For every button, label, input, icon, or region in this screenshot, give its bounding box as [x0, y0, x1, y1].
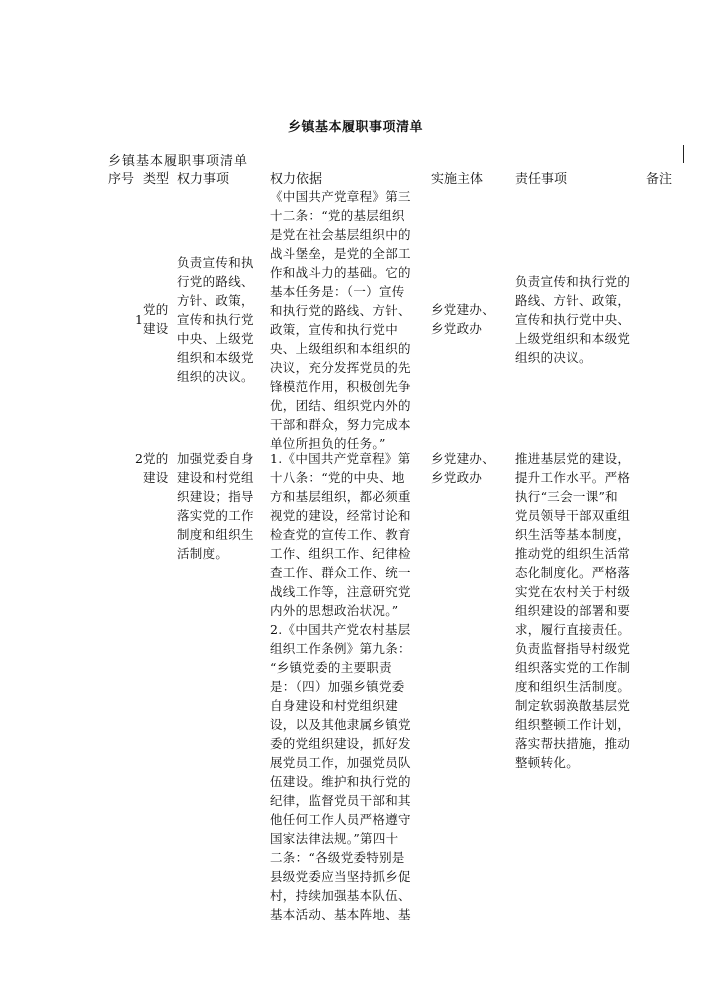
text-cursor — [683, 145, 684, 163]
header-duty: 责任事项 — [515, 172, 568, 187]
row-2-basis: 1.《中国共产党章程》第 十八条：“党的中央、地 方和基层组织，都必须重 视党的建设，经常讨论和 检查党的宣传工作、教育 工作、组织工作、纪律检 查工作、群众工作、统一 战线工作等，注意研究党 内外的思想政治状况。” 2.《中国共产党农村基层 组织工作条例》第九条： “乡镇党委的主要职责 是：（四）加强乡镇党委 自身建设和村党组织建 设，以及其他隶属乡镇党 委的党组织建设，抓好发 展党员工作，加强党员队 伍建设。维护和执行党的 纪律，监督党员干部和其 他任何工作人员严格遵守 国家法律法规。”第四十 二条：“各级党委特别是 县级党委应当坚持抓乡促 村，持续加强基本队伍、 基本活动、基本阵地、基 — [270, 451, 411, 922]
header-type: 类型 — [143, 172, 170, 187]
row-2-duty: 推进基层党的建设， 提升工作水平。严格 执行“三会一课”和 党员领导干部双重组 织生活等基本制度， 推动党的组织生活常 态化制度化。严格落 实党在农村关于村级 组织建设的部署和要 求，履行直接责任。 负责监督指导村级党 组织落实党的工作制 度和组织生活制度。 制定软弱涣散基层党 组织整顿工作计划， 落实帮扶措施，推动 整顿转化。 — [515, 451, 631, 770]
header-basis: 权力依据 — [270, 172, 323, 187]
row-1-power: 负责宣传和执 行党的路线、 方针、政策， 宣传和执行党 中央、上级党 组织和本级党 组织的决议。 — [177, 255, 254, 384]
header-power: 权力事项 — [177, 172, 230, 187]
row-2-power: 加强党委自身 建设和村党组 织建设；指导 落实党的工作 制度和组织生 活制度。 — [177, 451, 254, 561]
row-1-duty: 负责宣传和执行党的 路线、方针、政策， 宣传和执行党中央、 上级党组织和本级党 组织的决议。 — [515, 274, 631, 365]
row-1-subject: 乡党建办、 乡党政办 — [431, 302, 496, 336]
row-1-basis: 《中国共产党章程》第三 十二条：“党的基层组织 是党在社会基层组织中的 战斗堡垒，是党的全部工 作和战斗力的基础。它的 基本任务是：（一）宣传 和执行党的路线、方针、 政策，宣传和执行党中 央、上级组织和本组织的 决议，充分发挥党员的先 锋模范作用，积极创先争 优，团结、组织党内外的 干部和群众，努力完成本 单位所担负的任务。” — [270, 189, 411, 451]
document-title: 乡镇基本履职事项清单 — [287, 120, 423, 135]
row-2-seq: 2 — [135, 451, 143, 466]
header-seq: 序号 — [108, 172, 135, 187]
row-1-type: 党的 建设 — [143, 302, 169, 336]
row-2-subject: 乡党建办、 乡党政办 — [431, 451, 496, 485]
row-2-type: 党的 建设 — [143, 451, 169, 485]
header-subject: 实施主体 — [431, 172, 484, 187]
row-1-seq: 1 — [135, 312, 143, 327]
table-subtitle: 乡镇基本履职事项清单 — [108, 154, 249, 169]
header-note: 备注 — [646, 172, 673, 187]
